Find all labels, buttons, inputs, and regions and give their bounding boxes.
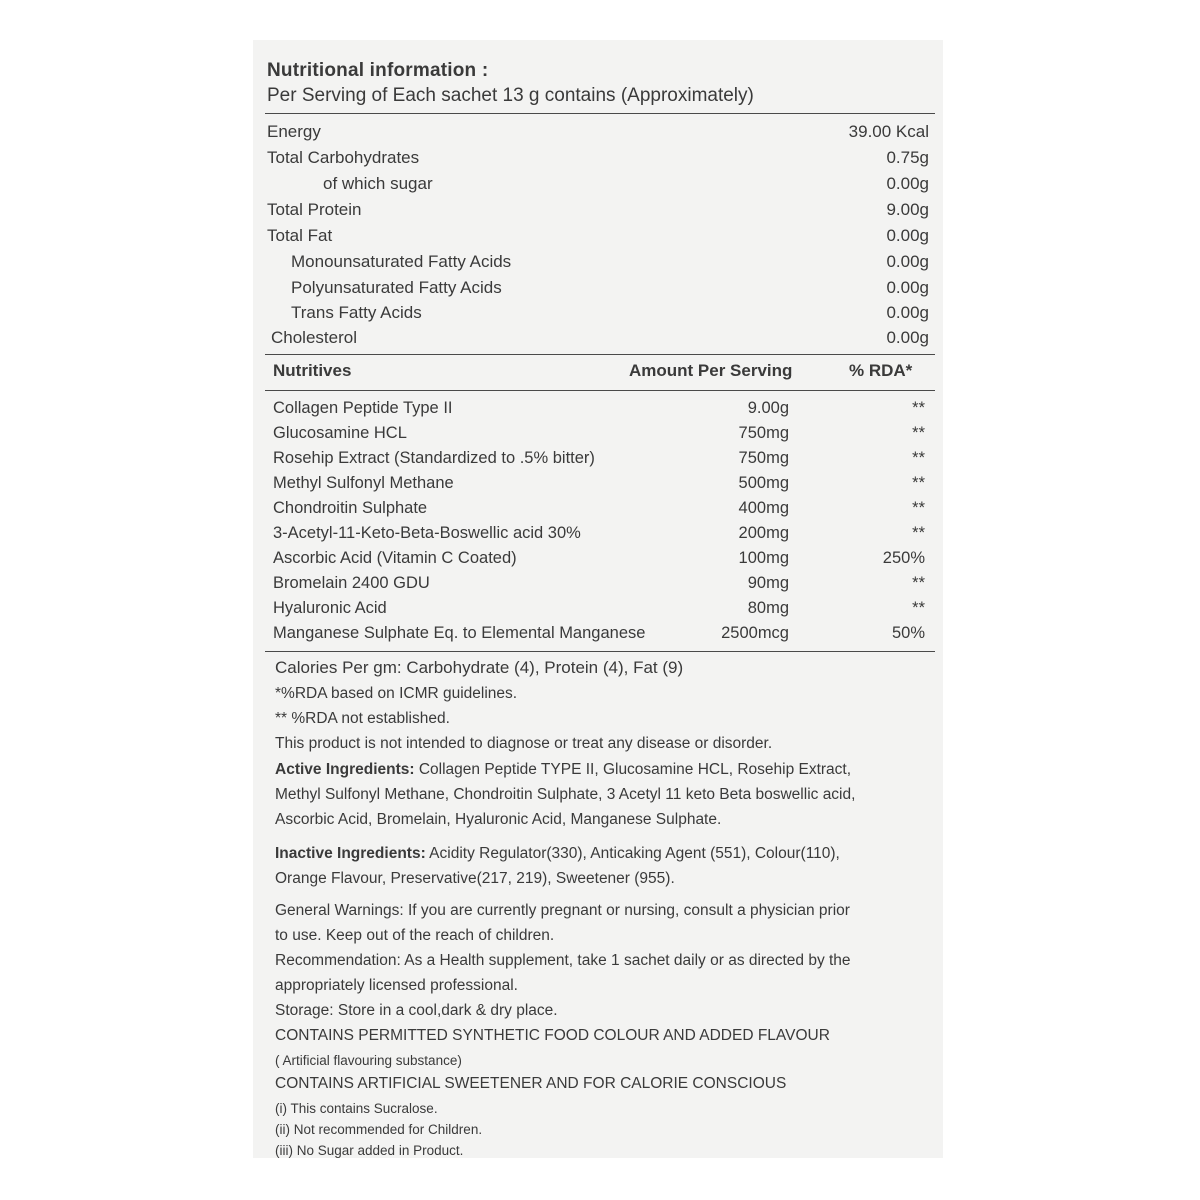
nutritive-rda: ** [912,574,925,592]
nutrient-value: 0.00g [886,328,929,347]
nutrition-row [253,200,943,225]
nutritive-name: 3-Acetyl-11-Keto-Beta-Boswellic acid 30% [273,524,581,542]
nutrient-name: Polyunsaturated Fatty Acids [291,278,502,297]
nutritive-amount: 100mg [738,549,789,567]
nutrient-name: Cholesterol [271,328,357,347]
children-point: (ii) Not recommended for Children. [275,1122,483,1137]
active-ingredients [275,761,851,779]
nutritive-amount: 9.00g [747,399,789,417]
general-warnings: General Warnings: If you are currently pregnant or nursing, consult a physician prior [275,902,850,919]
nutrient-value: 0.75g [886,148,929,167]
nutrient-value: 0.00g [886,174,929,193]
nutritive-rda: ** [912,599,925,617]
nutrient-name: Total Carbohydrates [267,148,420,167]
inactive-ingredients [275,845,840,863]
nutritive-name: Hyaluronic Acid [273,599,387,617]
label-heading: Nutritional information : [267,60,489,81]
sweetener-notice: CONTAINS ARTIFICIAL SWEETENER AND FOR CALORIE CONSCIOUS [275,1075,787,1092]
nutrient-name: of which sugar [323,174,433,193]
divider [265,390,935,391]
nutritive-name: Glucosamine HCL [273,424,407,442]
flavour-note: ( Artificial flavouring substance) [275,1053,462,1068]
nutrient-value: 0.00g [886,226,929,245]
nutrition-row [253,328,943,353]
nutritives-header-rda: % RDA* [849,361,913,380]
nutritive-rda: ** [912,424,925,442]
nutrient-name: Trans Fatty Acids [291,303,422,322]
nutritive-rda: ** [912,499,925,517]
nutrient-name: Total Protein [267,200,362,219]
active-ingredients-text: Collagen Peptide TYPE II, Glucosamine HCL, Rosehip Extract, [414,761,852,778]
nutritive-amount: 2500mcg [721,624,789,642]
active-ingredients-label: Active Ingredients: [275,761,415,778]
inactive-ingredients-text: Acidity Regulator(330), Anticaking Agent (551), Colour(110), [425,845,840,862]
divider [265,113,935,114]
storage-note: Storage: Store in a cool,dark & dry place. [275,1002,558,1019]
nutrition-row [253,122,943,147]
nutritive-row [253,624,943,649]
nutritive-name: Rosehip Extract (Standardized to .5% bitter) [273,449,595,467]
nutritive-row [253,524,943,549]
nutrition-row [253,226,943,251]
nutrition-row [253,303,943,328]
rda-basis-note: *%RDA based on ICMR guidelines. [275,685,518,702]
nutritive-name: Manganese Sulphate Eq. to Elemental Manganese [273,624,646,642]
calories-note: Calories Per gm: Carbohydrate (4), Protein (4), Fat (9) [275,658,684,677]
nutrient-value: 9.00g [886,200,929,219]
nutritive-rda: ** [912,474,925,492]
nutritive-amount: 80mg [747,599,789,617]
recommendation-line: appropriately licensed professional. [275,977,518,994]
nutritive-amount: 200mg [738,524,789,542]
inactive-ingredients-line: Orange Flavour, Preservative(217, 219), Sweetener (955). [275,870,675,887]
nutrient-value: 39.00 Kcal [848,122,929,141]
nutritive-amount: 400mg [738,499,789,517]
no-sugar-point: (iii) No Sugar added in Product. [275,1143,464,1158]
nutrient-value: 0.00g [886,278,929,297]
active-ingredients-line: Methyl Sulfonyl Methane, Chondroitin Sulphate, 3 Acetyl 11 keto Beta boswellic acid, [275,786,856,803]
nutritive-amount: 500mg [738,474,789,492]
nutritive-name: Ascorbic Acid (Vitamin C Coated) [273,549,517,567]
nutritive-row [253,499,943,524]
recommendation: Recommendation: As a Health supplement, take 1 sachet daily or as directed by the [275,952,851,969]
nutrient-value: 0.00g [886,303,929,322]
serving-line: Per Serving of Each sachet 13 g contains (Approximately) [267,85,754,106]
nutritive-row [253,574,943,599]
nutrient-name: Monounsaturated Fatty Acids [291,252,512,271]
nutritives-header [253,361,943,387]
nutrition-row [253,252,943,277]
divider [265,651,935,652]
disclaimer: This product is not intended to diagnose or treat any disease or disorder. [275,735,773,752]
nutritive-amount: 90mg [747,574,789,592]
nutritive-row [253,424,943,449]
nutritive-amount: 750mg [738,449,789,467]
nutrition-label [253,40,943,1158]
nutrient-name: Total Fat [267,226,333,245]
nutrient-value: 0.00g [886,252,929,271]
colour-notice: CONTAINS PERMITTED SYNTHETIC FOOD COLOUR AND ADDED FLAVOUR [275,1027,830,1044]
nutritive-row [253,599,943,624]
nutritive-name: Methyl Sulfonyl Methane [273,474,454,492]
nutrition-row [253,148,943,173]
nutritives-header-amount: Amount Per Serving [629,361,793,380]
nutritives-header-name: Nutritives [273,361,352,380]
inactive-ingredients-label: Inactive Ingredients: [275,845,426,862]
nutritive-rda: ** [912,449,925,467]
divider [265,354,935,355]
nutrition-row [253,278,943,303]
nutritive-row [253,399,943,424]
nutritive-row [253,449,943,474]
nutritive-rda: ** [912,524,925,542]
nutritive-name: Chondroitin Sulphate [273,499,428,517]
general-warnings-line: to use. Keep out of the reach of children. [275,927,555,944]
rda-not-established-note: ** %RDA not established. [275,710,450,727]
nutritive-row [253,549,943,574]
nutritive-amount: 750mg [738,424,789,442]
active-ingredients-line: Ascorbic Acid, Bromelain, Hyaluronic Acid, Manganese Sulphate. [275,811,722,828]
nutrient-name: Energy [267,122,321,141]
nutritive-name: Collagen Peptide Type II [273,399,453,417]
nutritive-row [253,474,943,499]
nutrition-row [253,174,943,199]
nutritive-rda: ** [912,399,925,417]
nutritive-name: Bromelain 2400 GDU [273,574,430,592]
nutritive-rda: 250% [882,549,925,567]
sucralose-point: (i) This contains Sucralose. [275,1101,438,1116]
nutritive-rda: 50% [891,624,925,642]
